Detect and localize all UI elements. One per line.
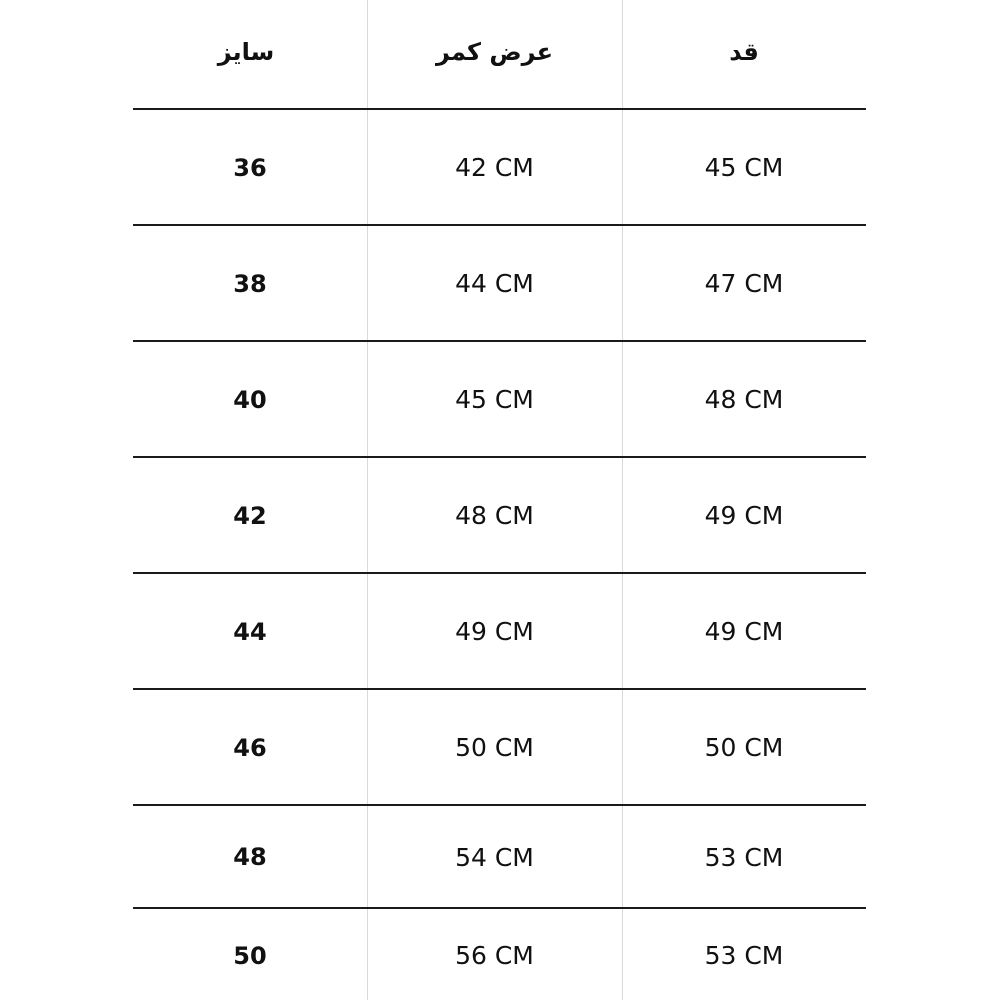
cell-waist-width: 56 CM — [455, 941, 534, 970]
cell-size: 42 — [233, 501, 267, 530]
header-length: قد — [729, 38, 759, 66]
table-header — [133, 0, 866, 108]
cell-length: 53 CM — [704, 941, 784, 970]
cell-length: 49 CM — [704, 501, 784, 530]
cell-length: 45 CM — [704, 153, 784, 182]
cell-size: 48 — [233, 843, 267, 871]
header-waist-width: عرض کمر — [436, 38, 553, 66]
cell-size: 46 — [233, 733, 267, 762]
cell-waist-width: 49 CM — [455, 617, 534, 646]
cell-waist-width: 48 CM — [455, 501, 534, 530]
table-row — [133, 340, 866, 457]
table-row — [133, 108, 866, 225]
cell-length: 50 CM — [704, 733, 784, 762]
table-row — [133, 456, 866, 573]
cell-waist-width: 44 CM — [455, 269, 534, 298]
header-size: سایز — [217, 38, 275, 66]
cell-size: 50 — [233, 941, 267, 970]
table-row — [133, 907, 866, 1002]
cell-size: 38 — [233, 269, 267, 298]
table-row — [133, 224, 866, 341]
table-row — [133, 688, 866, 805]
cell-size: 44 — [233, 617, 267, 646]
cell-size: 40 — [233, 385, 267, 414]
cell-size: 36 — [233, 153, 267, 182]
table-row — [133, 572, 866, 689]
cell-waist-width: 50 CM — [455, 733, 534, 762]
cell-waist-width: 45 CM — [455, 385, 534, 414]
cell-waist-width: 54 CM — [455, 842, 534, 872]
cell-waist-width: 42 CM — [455, 153, 534, 182]
table-row — [133, 804, 866, 908]
cell-length: 49 CM — [704, 617, 784, 646]
cell-length: 53 CM — [704, 842, 784, 872]
cell-length: 48 CM — [704, 385, 784, 414]
cell-length: 47 CM — [704, 269, 784, 298]
